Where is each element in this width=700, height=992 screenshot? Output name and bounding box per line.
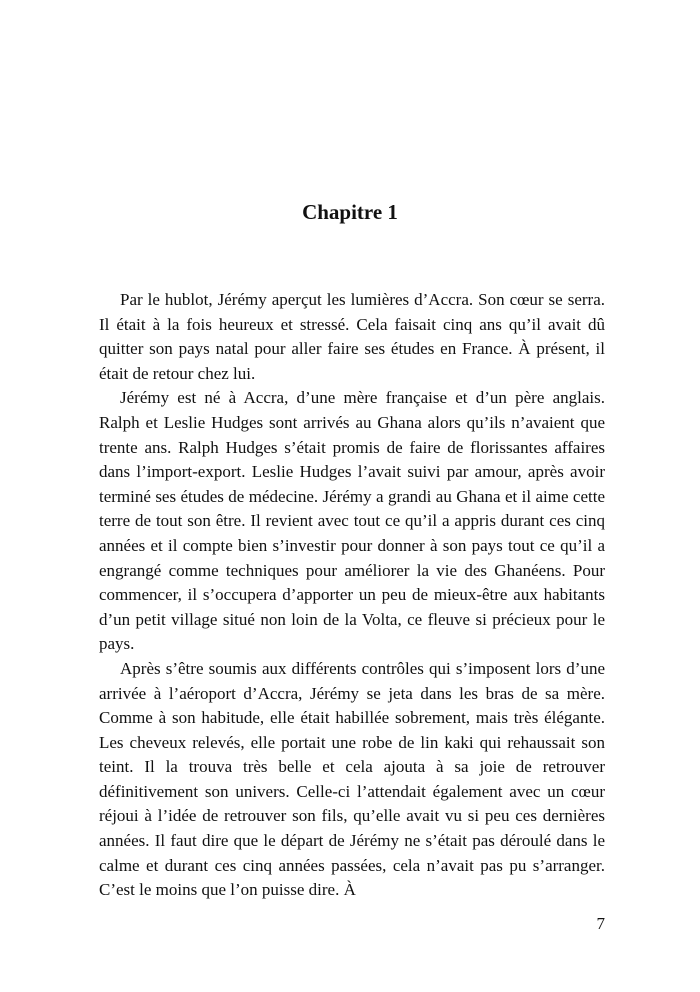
- paragraph: Après s’être soumis aux différents contrôles qui s’imposent lors d’une arrivée à l’aéroport d’Accra, Jérémy se jeta dans les bras de sa mère. Comme à son habitude, elle était habillée sobrement, mais très élégante. Les cheveux relevés, elle portait une robe de lin kaki qui rehaussait son teint. Il la trouva très belle et cela ajouta à sa joie de retrouver définitivement son univers. Celle-ci l’attendait également avec un cœur réjoui à l’idée de retrouver son fils, qu’elle avait vu si peu ces dernières années. Il faut dire que le départ de Jérémy ne s’était pas déroulé dans le calme et durant ces cinq années passées, cela n’avait pas pu s’arranger. C’est le moins que l’on puisse dire. À: [99, 658, 605, 900]
- page-number: 7: [596, 914, 605, 933]
- chapter-body: [99, 288, 605, 903]
- paragraph: Par le hublot, Jérémy aperçut les lumières d’Accra. Son cœur se serra. Il était à la fois heureux et stressé. Cela faisait cinq ans qu’il avait dû quitter son pays natal pour aller faire ses études en France. À présent, il était de retour chez lui.: [99, 290, 605, 383]
- paragraph: Jérémy est né à Accra, d’une mère française et d’un père anglais. Ralph et Leslie Hudges sont arrivés au Ghana alors qu’ils n’avaient que trente ans. Ralph Hudges s’était promis de faire de florissantes affaires dans l’import-export. Leslie Hudges l’avait suivi par amour, après avoir terminé ses études de médecine. Jérémy a grandi au Ghana et il aime cette terre de tout son être. Il revient avec tout ce qu’il a appris durant ces cinq années et il compte bien s’investir pour donner à son pays tout ce qu’il a engrangé comme techniques pour améliorer la vie des Ghanéens. Pour commencer, il s’occupera d’apporter un peu de mieux-être aux habitants d’un petit village situé non loin de la Volta, ce fleuve si précieux pour le pays.: [99, 388, 605, 654]
- chapter-title: Chapitre 1: [302, 200, 398, 224]
